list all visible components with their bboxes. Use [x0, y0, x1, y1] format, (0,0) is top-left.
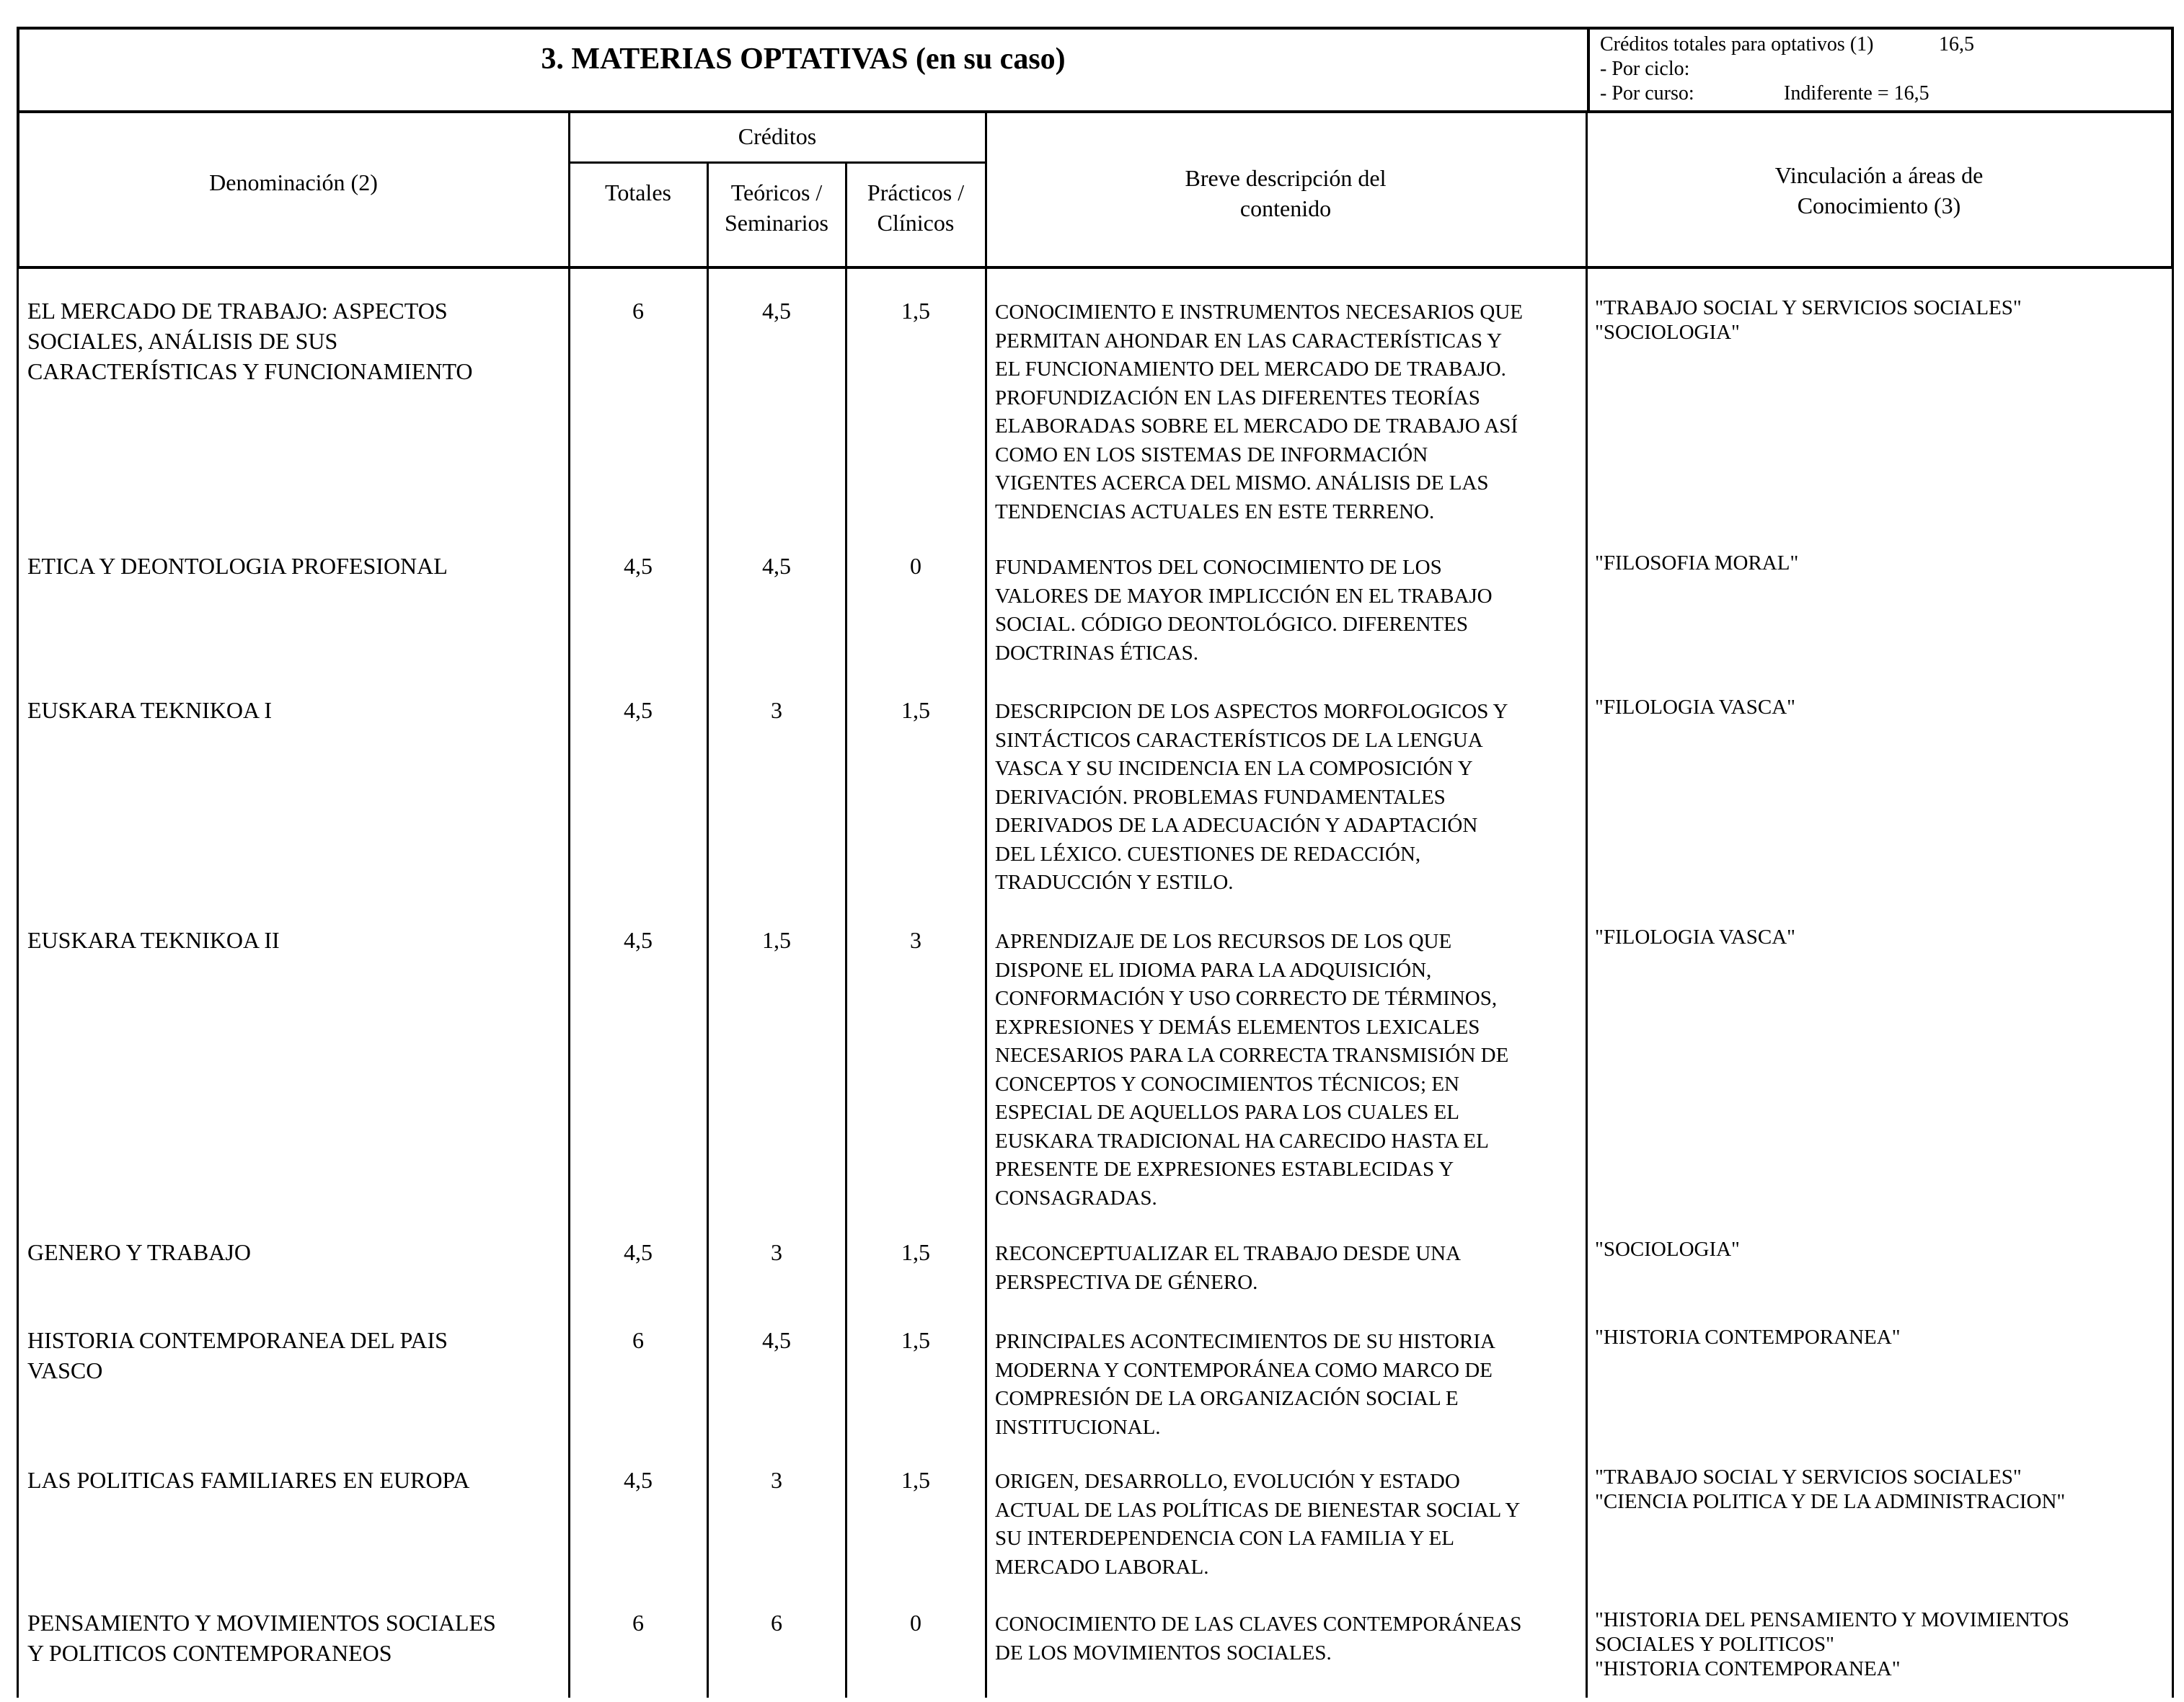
course-description-line: INSTITUCIONAL. [995, 1415, 1161, 1439]
credits-totales: 4,5 [624, 927, 653, 953]
knowledge-areas [1595, 925, 2168, 949]
credits-totales: 4,5 [624, 697, 653, 723]
course-description-line: CONOCIMIENTO DE LAS CLAVES CONTEMPORÁNEAS [995, 1613, 1522, 1636]
course-name-line: VASCO [27, 1357, 103, 1383]
course-description [995, 698, 1583, 897]
credits-practicos: 1,5 [901, 298, 930, 324]
vinculacion-header [1587, 160, 2171, 221]
course-description-line: COMO EN LOS SISTEMAS DE INFORMACIÓN [995, 443, 1428, 466]
credits-totales: 6 [632, 1610, 644, 1636]
vinculacion-header-line2: Conocimiento (3) [1797, 192, 1961, 218]
course-name [27, 1237, 565, 1267]
course-description-line: TRADUCCIÓN Y ESTILO. [995, 871, 1234, 894]
credits-practicos: 0 [910, 1610, 921, 1636]
credits-practicos: 1,5 [901, 1467, 930, 1493]
por-curso-value: Indiferente = 16,5 [1784, 82, 1929, 105]
course-name-line: Y POLITICOS CONTEMPORANEOS [27, 1640, 392, 1666]
course-name-line: CARACTERÍSTICAS Y FUNCIONAMIENTO [27, 358, 473, 384]
body-right-border [2172, 269, 2174, 1698]
practicos-header-line2: Clínicos [877, 210, 955, 236]
course-description-line: CONSAGRADAS. [995, 1186, 1157, 1210]
course-description [995, 554, 1583, 668]
course-name-line: EUSKARA TEKNIKOA II [27, 927, 280, 953]
course-description-line: CONCEPTOS Y CONOCIMIENTOS TÉCNICOS; EN [995, 1072, 1459, 1096]
credits-practicos: 1,5 [901, 697, 930, 723]
course-description-line: ACTUAL DE LAS POLÍTICAS DE BIENESTAR SOCIAL Y [995, 1498, 1521, 1522]
course-description-line: PERMITAN AHONDAR EN LAS CARACTERÍSTICAS Y [995, 329, 1503, 353]
course-name [27, 695, 565, 725]
course-description-line: PRINCIPALES ACONTECIMIENTOS DE SU HISTORIA [995, 1330, 1495, 1353]
credits-totales: 6 [632, 1327, 644, 1353]
course-description-line: SOCIAL. CÓDIGO DEONTOLÓGICO. DIFERENTES [995, 613, 1468, 636]
teoricos-header-line2: Seminarios [725, 210, 828, 236]
knowledge-areas-line: "SOCIOLOGIA" [1595, 321, 1740, 344]
course-description-line: EXPRESIONES Y DEMÁS ELEMENTOS LEXICALES [995, 1015, 1480, 1039]
course-description-line: EL FUNCIONAMIENTO DEL MERCADO DE TRABAJO. [995, 358, 1506, 381]
course-name [27, 1465, 565, 1495]
course-description-line: FUNDAMENTOS DEL CONOCIMIENTO DE LOS [995, 556, 1442, 579]
course-description [995, 1240, 1583, 1297]
knowledge-areas-line: "HISTORIA CONTEMPORANEA" [1595, 1326, 1901, 1349]
course-description-line: DERIVACIÓN. PROBLEMAS FUNDAMENTALES [995, 785, 1446, 809]
credits-total-label: Créditos totales para optativos (1) [1600, 33, 1874, 56]
credits-teoricos: 3 [771, 1467, 782, 1493]
credits-teoricos: 4,5 [762, 1327, 791, 1353]
course-description-line: SINTÁCTICOS CARACTERÍSTICOS DE LA LENGUA [995, 728, 1483, 752]
knowledge-areas-line: "TRABAJO SOCIAL Y SERVICIOS SOCIALES" [1595, 1466, 2022, 1489]
course-name-line: ETICA Y DEONTOLOGIA PROFESIONAL [27, 553, 448, 579]
course-description-line: CONOCIMIENTO E INSTRUMENTOS NECESARIOS QUE [995, 301, 1524, 324]
credits-totales: 4,5 [624, 1467, 653, 1493]
credits-practicos: 0 [910, 553, 921, 579]
credits-teoricos: 3 [771, 697, 782, 723]
course-description-line: COMPRESIÓN DE LA ORGANIZACIÓN SOCIAL E [995, 1387, 1459, 1410]
credits-totales: 6 [632, 298, 644, 324]
credits-totales: 4,5 [624, 553, 653, 579]
course-description-line: DERIVADOS DE LA ADECUACIÓN Y ADAPTACIÓN [995, 814, 1478, 837]
knowledge-areas-line: "FILOLOGIA VASCA" [1595, 926, 1796, 949]
knowledge-areas [1595, 1465, 2168, 1514]
creditos-header: Créditos [738, 123, 817, 149]
course-name-line: SOCIALES, ANÁLISIS DE SUS [27, 328, 338, 354]
knowledge-areas [1595, 551, 2168, 575]
course-name [27, 925, 565, 955]
credits-teoricos: 3 [771, 1239, 782, 1265]
course-description [995, 1468, 1583, 1582]
practicos-header [846, 177, 985, 238]
knowledge-areas-line: SOCIALES Y POLITICOS" [1595, 1633, 1834, 1656]
denominacion-header: Denominación (2) [209, 169, 378, 195]
course-name [27, 296, 565, 386]
vinculacion-header-line1: Vinculación a áreas de [1774, 162, 1984, 188]
knowledge-areas [1595, 1237, 2168, 1262]
body-left-border [17, 269, 19, 1698]
knowledge-areas-line: "TRABAJO SOCIAL Y SERVICIOS SOCIALES" [1595, 296, 2022, 319]
course-description-line: PROFUNDIZACIÓN EN LAS DIFERENTES TEORÍAS [995, 386, 1480, 409]
teoricos-header-line1: Teóricos / [730, 179, 823, 205]
course-description-line: SU INTERDEPENDENCIA CON LA FAMILIA Y EL [995, 1527, 1454, 1550]
course-description-line: DEL LÉXICO. CUESTIONES DE REDACCIÓN, [995, 842, 1421, 866]
knowledge-areas [1595, 695, 2168, 719]
credits-practicos: 3 [910, 927, 921, 953]
course-name [27, 551, 565, 581]
course-description-line: PRESENTE DE EXPRESIONES ESTABLECIDAS Y [995, 1158, 1454, 1181]
course-name-line: HISTORIA CONTEMPORANEA DEL PAIS [27, 1327, 448, 1353]
course-description-line: EUSKARA TRADICIONAL HA CARECIDO HASTA EL [995, 1129, 1489, 1153]
course-name-line: GENERO Y TRABAJO [27, 1239, 251, 1265]
practicos-header-line1: Prácticos / [867, 179, 965, 205]
course-name-line: EL MERCADO DE TRABAJO: ASPECTOS [27, 298, 448, 324]
credits-total-value: 16,5 [1939, 33, 1974, 56]
credits-teoricos: 4,5 [762, 298, 791, 324]
knowledge-areas [1595, 1325, 2168, 1349]
course-description-line: TENDENCIAS ACTUALES EN ESTE TERRENO. [995, 500, 1435, 523]
course-description-line: DESCRIPCION DE LOS ASPECTOS MORFOLOGICOS Y [995, 700, 1508, 723]
descripcion-header-line2: contenido [1239, 195, 1332, 221]
course-description-line: MODERNA Y CONTEMPORÁNEA COMO MARCO DE [995, 1358, 1493, 1382]
course-description-line: DE LOS MOVIMIENTOS SOCIALES. [995, 1641, 1332, 1665]
credits-teoricos: 4,5 [762, 553, 791, 579]
course-name-line: PENSAMIENTO Y MOVIMIENTOS SOCIALES [27, 1610, 496, 1636]
credits-summary [1600, 32, 2162, 110]
por-curso-label: - Por curso: [1600, 82, 1694, 105]
course-description-line: DOCTRINAS ÉTICAS. [995, 641, 1198, 665]
descripcion-header-line1: Breve descripción del [1185, 165, 1387, 191]
body-col-line [1586, 269, 1588, 1698]
course-description-line: VIGENTES ACERCA DEL MISMO. ANÁLISIS DE LAS [995, 471, 1489, 495]
credits-teoricos: 6 [771, 1610, 782, 1636]
credits-teoricos: 1,5 [762, 927, 791, 953]
course-description-line: MERCADO LABORAL. [995, 1555, 1209, 1579]
course-name-line: EUSKARA TEKNIKOA I [27, 697, 272, 723]
course-name-line: LAS POLITICAS FAMILIARES EN EUROPA [27, 1467, 470, 1493]
descripcion-header [986, 163, 1585, 223]
course-description [995, 928, 1583, 1213]
course-description-line: CONFORMACIÓN Y USO CORRECTO DE TÉRMINOS, [995, 987, 1498, 1010]
course-description-line: VASCA Y SU INCIDENCIA EN LA COMPOSICIÓN Y [995, 757, 1473, 780]
course-description-line: RECONCEPTUALIZAR EL TRABAJO DESDE UNA [995, 1242, 1462, 1265]
course-description-line: NECESARIOS PARA LA CORRECTA TRANSMISIÓN DE [995, 1044, 1509, 1067]
knowledge-areas-line: "CIENCIA POLITICA Y DE LA ADMINISTRACION" [1595, 1490, 2066, 1513]
knowledge-areas-line: "HISTORIA CONTEMPORANEA" [1595, 1657, 1901, 1680]
course-description-line: DISPONE EL IDIOMA PARA LA ADQUISICIÓN, [995, 958, 1432, 982]
course-description-line: PERSPECTIVA DE GÉNERO. [995, 1270, 1258, 1294]
knowledge-areas-line: "FILOSOFIA MORAL" [1595, 551, 1799, 575]
section-header [17, 27, 2174, 113]
course-description [995, 298, 1583, 526]
credits-practicos: 1,5 [901, 1239, 930, 1265]
credits-totales: 4,5 [624, 1239, 653, 1265]
course-description [995, 1610, 1583, 1667]
credits-practicos: 1,5 [901, 1327, 930, 1353]
knowledge-areas [1595, 1608, 2168, 1681]
knowledge-areas-line: "SOCIOLOGIA" [1595, 1238, 1740, 1261]
knowledge-areas-line: "FILOLOGIA VASCA" [1595, 696, 1796, 719]
por-ciclo-label: - Por ciclo: [1600, 58, 1690, 80]
course-description-line: ORIGEN, DESARROLLO, EVOLUCIÓN Y ESTADO [995, 1470, 1460, 1493]
course-description-line: ESPECIAL DE AQUELLOS PARA LOS CUALES EL [995, 1101, 1459, 1124]
section-title: 3. MATERIAS OPTATIVAS (en su caso) [19, 30, 1590, 110]
course-description-line: APRENDIZAJE DE LOS RECURSOS DE LOS QUE [995, 930, 1452, 953]
totales-header: Totales [605, 179, 671, 205]
course-name [27, 1325, 565, 1386]
course-description-line: VALORES DE MAYOR IMPLICCIÓN EN EL TRABAJO [995, 584, 1493, 608]
body-col-line [985, 269, 987, 1698]
course-description-line: ELABORADAS SOBRE EL MERCADO DE TRABAJO ASÍ [995, 415, 1518, 438]
course-description [995, 1328, 1583, 1442]
knowledge-areas [1595, 296, 2168, 345]
knowledge-areas-line: "HISTORIA DEL PENSAMIENTO Y MOVIMIENTOS [1595, 1608, 2069, 1631]
creditos-underline [568, 161, 986, 164]
course-name [27, 1608, 565, 1668]
teoricos-header [708, 177, 845, 238]
